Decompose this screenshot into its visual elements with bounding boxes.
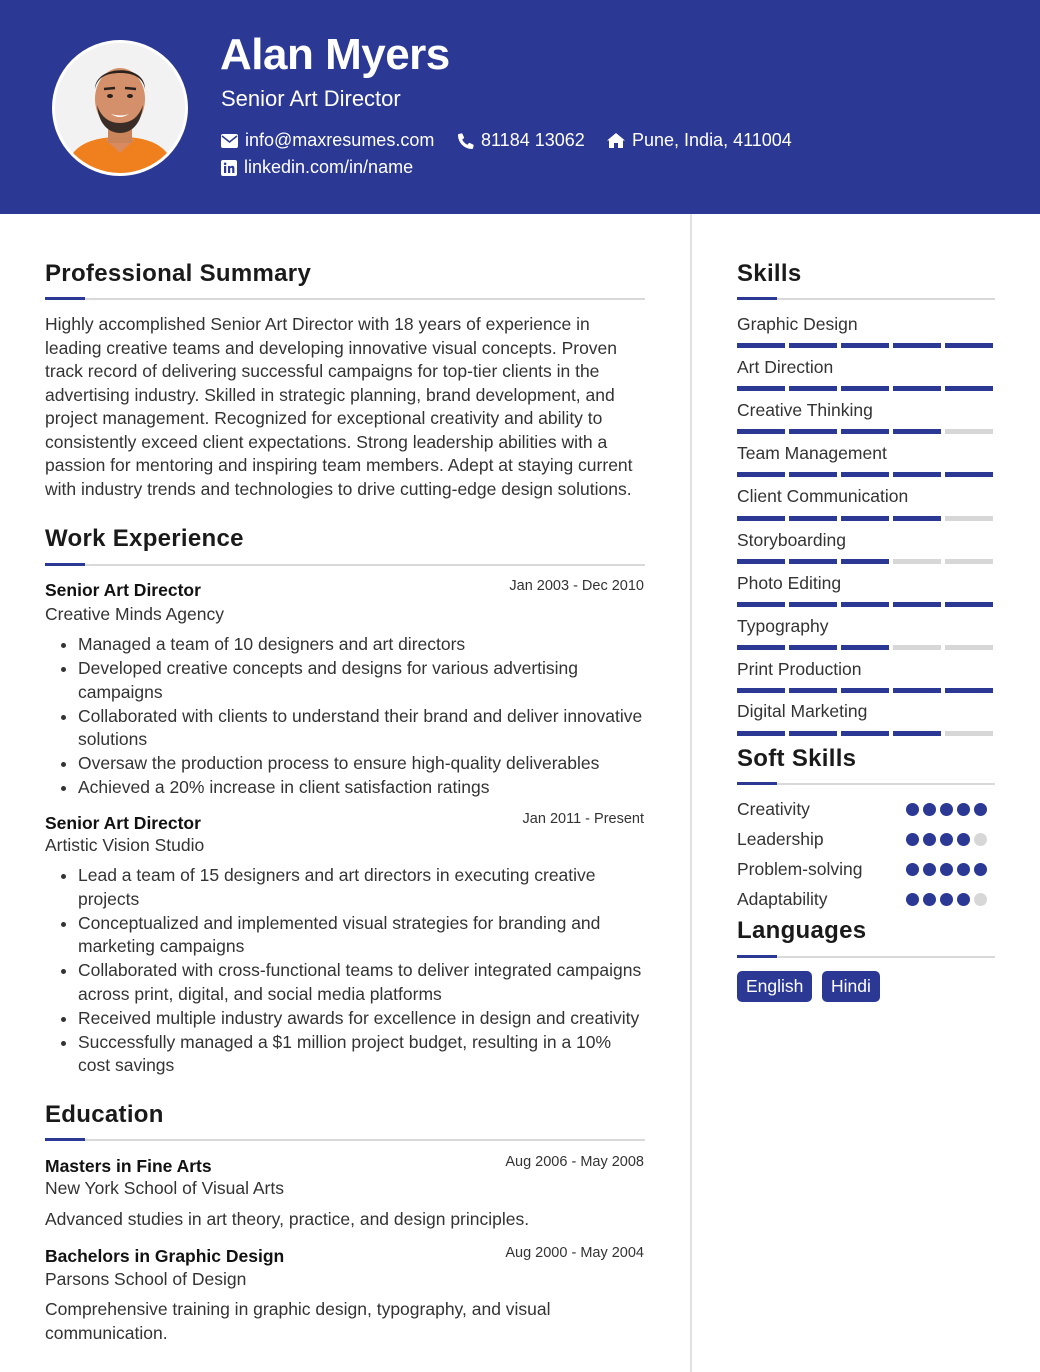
soft-skill-label: Problem-solving: [737, 859, 863, 879]
experience-rule: [45, 564, 645, 566]
job-company: Creative Minds Agency: [45, 604, 224, 624]
job-bullet: • Lead a team of 15 designers and art directors in executing creative projects: [78, 864, 645, 911]
job-bullet: • Successfully managed a $1 million project budget, resulting in a 10% cost savings: [78, 1031, 645, 1078]
soft-skill-rating: [906, 833, 987, 846]
skill-level-segment: [893, 386, 941, 391]
skill-level-bar: [737, 559, 993, 564]
skill-label: Photo Editing: [737, 573, 842, 593]
rating-dot: [923, 803, 936, 816]
rating-dot: [957, 893, 970, 906]
soft-skill-label: Leadership: [737, 829, 824, 849]
soft-skill-rating: [906, 863, 987, 876]
education-school: New York School of Visual Arts: [45, 1178, 284, 1198]
skill-level-segment: [893, 559, 941, 564]
language-badge: English: [737, 971, 812, 1002]
skill-level-segment: [945, 472, 993, 477]
job-bullet: • Collaborated with cross-functional teams to deliver integrated campaigns across print, digital, and social media platforms: [78, 959, 645, 1006]
skill-level-segment: [737, 731, 785, 736]
rating-dot: [974, 893, 987, 906]
job-bullet: • Achieved a 20% increase in client satisfaction ratings: [78, 776, 645, 800]
rating-dot: [906, 893, 919, 906]
experience-heading: Work Experience: [45, 525, 244, 552]
skill-level-segment: [789, 472, 837, 477]
skill-label: Team Management: [737, 443, 887, 463]
rating-dot: [923, 863, 936, 876]
column-divider: [690, 214, 692, 1372]
skill-level-segment: [789, 602, 837, 607]
skill-level-segment: [945, 688, 993, 693]
skill-level-bar: [737, 731, 993, 736]
skill-label: Graphic Design: [737, 314, 858, 334]
rating-dot: [957, 803, 970, 816]
email-text[interactable]: info@maxresumes.com: [245, 130, 435, 150]
phone-text[interactable]: 81184 13062: [481, 130, 585, 150]
skill-label: Client Communication: [737, 486, 909, 506]
skill-level-segment: [841, 559, 889, 564]
skill-level-segment: [737, 472, 785, 477]
job-title: Senior Art Director: [45, 813, 201, 833]
rating-dot: [940, 863, 953, 876]
job-bullet: • Developed creative concepts and designs for various advertising campaigns: [78, 657, 645, 704]
skill-level-segment: [841, 688, 889, 693]
skill-level-bar: [737, 645, 993, 650]
skill-level-segment: [737, 343, 785, 348]
rating-dot: [974, 803, 987, 816]
skill-level-bar: [737, 688, 993, 693]
rating-dot: [974, 833, 987, 846]
job-bullet: • Managed a team of 10 designers and art directors: [78, 633, 645, 657]
skill-label: Storyboarding: [737, 530, 846, 550]
skill-level-bar: [737, 429, 993, 434]
skill-level-segment: [945, 386, 993, 391]
rating-dot: [923, 893, 936, 906]
candidate-name: Alan Myers: [220, 30, 450, 79]
education-dates: Aug 2000 - May 2004: [505, 1245, 644, 1261]
skill-label: Art Direction: [737, 357, 834, 377]
summary-text: Highly accomplished Senior Art Director with 18 years of experience in leading creative teams and developing innovative visual concepts. Proven track record of delivering successful campaigns for top-tier clients in the advertising industry. Skilled in strategic planning, brand development, and project management. Recognized for exceptional creativity and ability to consistently exceed client expectations. Strong leadership abilities with a passion for mentoring and inspiring team members. Adept at staying current with industry trends and technologies to drive cutting-edge design solutions.: [45, 314, 633, 499]
soft-skills-heading: Soft Skills: [737, 745, 857, 772]
soft-skills-rule-accent: [737, 782, 777, 785]
skill-label: Print Production: [737, 659, 862, 679]
skill-level-segment: [789, 516, 837, 521]
job-dates: Jan 2003 - Dec 2010: [509, 578, 644, 594]
candidate-title: Senior Art Director: [221, 86, 401, 111]
experience-rule-accent: [45, 563, 85, 566]
rating-dot: [957, 863, 970, 876]
job-dates: Jan 2011 - Present: [522, 811, 644, 827]
education-dates: Aug 2006 - May 2008: [505, 1154, 644, 1170]
summary-rule: [45, 298, 645, 300]
skill-level-segment: [841, 516, 889, 521]
resume-header: [0, 0, 1040, 214]
skill-level-segment: [893, 688, 941, 693]
skill-level-segment: [893, 602, 941, 607]
job-company: Artistic Vision Studio: [45, 835, 205, 855]
phone-contact[interactable]: [458, 130, 585, 151]
home-icon: [607, 133, 625, 148]
job-bullets: [45, 864, 645, 1078]
skill-level-segment: [893, 343, 941, 348]
skill-level-segment: [841, 343, 889, 348]
skill-level-segment: [737, 429, 785, 434]
location-contact: [607, 130, 792, 151]
education-rule-accent: [45, 1138, 85, 1141]
skill-level-bar: [737, 343, 993, 348]
skill-level-segment: [737, 386, 785, 391]
person-portrait-icon: [55, 43, 185, 173]
linkedin-icon: [221, 160, 237, 176]
skill-level-segment: [737, 559, 785, 564]
rating-dot: [923, 833, 936, 846]
skill-level-bar: [737, 472, 993, 477]
rating-dot: [906, 803, 919, 816]
skill-level-segment: [945, 516, 993, 521]
skill-level-segment: [737, 602, 785, 607]
skill-level-bar: [737, 602, 993, 607]
skill-level-segment: [945, 645, 993, 650]
skills-rule-accent: [737, 297, 777, 300]
education-description: Advanced studies in art theory, practice, and design principles.: [45, 1209, 530, 1229]
phone-icon: [458, 133, 474, 149]
education-description: Comprehensive training in graphic design, typography, and visual communication.: [45, 1299, 551, 1343]
skill-level-segment: [841, 386, 889, 391]
skill-level-segment: [893, 472, 941, 477]
linkedin-contact[interactable]: [221, 157, 413, 178]
skill-level-segment: [737, 645, 785, 650]
skill-level-segment: [841, 645, 889, 650]
rating-dot: [906, 833, 919, 846]
education-school: Parsons School of Design: [45, 1269, 247, 1289]
skill-level-segment: [841, 472, 889, 477]
skill-level-bar: [737, 386, 993, 391]
skill-level-segment: [945, 429, 993, 434]
languages-rule-accent: [737, 955, 777, 958]
location-text: Pune, India, 411004: [632, 130, 792, 150]
skill-label: Typography: [737, 616, 829, 636]
skill-level-segment: [789, 429, 837, 434]
skill-level-segment: [789, 343, 837, 348]
job-bullets: [45, 633, 645, 800]
skill-level-segment: [841, 602, 889, 607]
skills-heading: Skills: [737, 260, 802, 287]
skill-level-segment: [737, 688, 785, 693]
job-bullet: • Conceptualized and implemented visual strategies for branding and marketing campaigns: [78, 912, 645, 959]
rating-dot: [974, 863, 987, 876]
envelope-icon: [221, 134, 238, 148]
language-badge: Hindi: [822, 971, 880, 1002]
skill-level-segment: [789, 688, 837, 693]
skill-level-segment: [945, 343, 993, 348]
skill-level-bar: [737, 516, 993, 521]
job-bullet: • Received multiple industry awards for excellence in design and creativity: [78, 1007, 645, 1031]
skill-level-segment: [945, 559, 993, 564]
skill-label: Digital Marketing: [737, 701, 868, 721]
profile-photo: [52, 40, 188, 176]
skill-level-segment: [789, 731, 837, 736]
job-bullet: • Oversaw the production process to ensure high-quality deliverables: [78, 752, 645, 776]
rating-dot: [957, 833, 970, 846]
skill-level-segment: [841, 429, 889, 434]
skill-level-segment: [737, 516, 785, 521]
education-degree: Bachelors in Graphic Design: [45, 1246, 285, 1266]
soft-skill-label: Creativity: [737, 799, 810, 819]
skill-level-segment: [893, 429, 941, 434]
summary-heading: Professional Summary: [45, 260, 312, 287]
skill-level-segment: [789, 559, 837, 564]
skill-level-segment: [893, 731, 941, 736]
education-rule: [45, 1139, 645, 1141]
skill-level-segment: [945, 731, 993, 736]
skill-level-segment: [841, 731, 889, 736]
soft-skill-label: Adaptability: [737, 889, 828, 909]
skill-level-segment: [893, 645, 941, 650]
rating-dot: [940, 803, 953, 816]
languages-heading: Languages: [737, 917, 867, 944]
skill-label: Creative Thinking: [737, 400, 873, 420]
soft-skill-rating: [906, 893, 987, 906]
summary-rule-accent: [45, 297, 85, 300]
education-degree: Masters in Fine Arts: [45, 1156, 212, 1176]
soft-skill-rating: [906, 803, 987, 816]
skill-level-segment: [893, 516, 941, 521]
email-contact[interactable]: [221, 130, 434, 151]
skill-level-segment: [945, 602, 993, 607]
rating-dot: [940, 833, 953, 846]
skill-level-segment: [789, 645, 837, 650]
rating-dot: [940, 893, 953, 906]
job-bullet: • Collaborated with clients to understand their brand and deliver innovative solutions: [78, 705, 645, 752]
education-heading: Education: [45, 1101, 164, 1128]
job-title: Senior Art Director: [45, 580, 201, 600]
rating-dot: [906, 863, 919, 876]
skill-level-segment: [789, 386, 837, 391]
linkedin-text[interactable]: linkedin.com/in/name: [244, 157, 414, 177]
